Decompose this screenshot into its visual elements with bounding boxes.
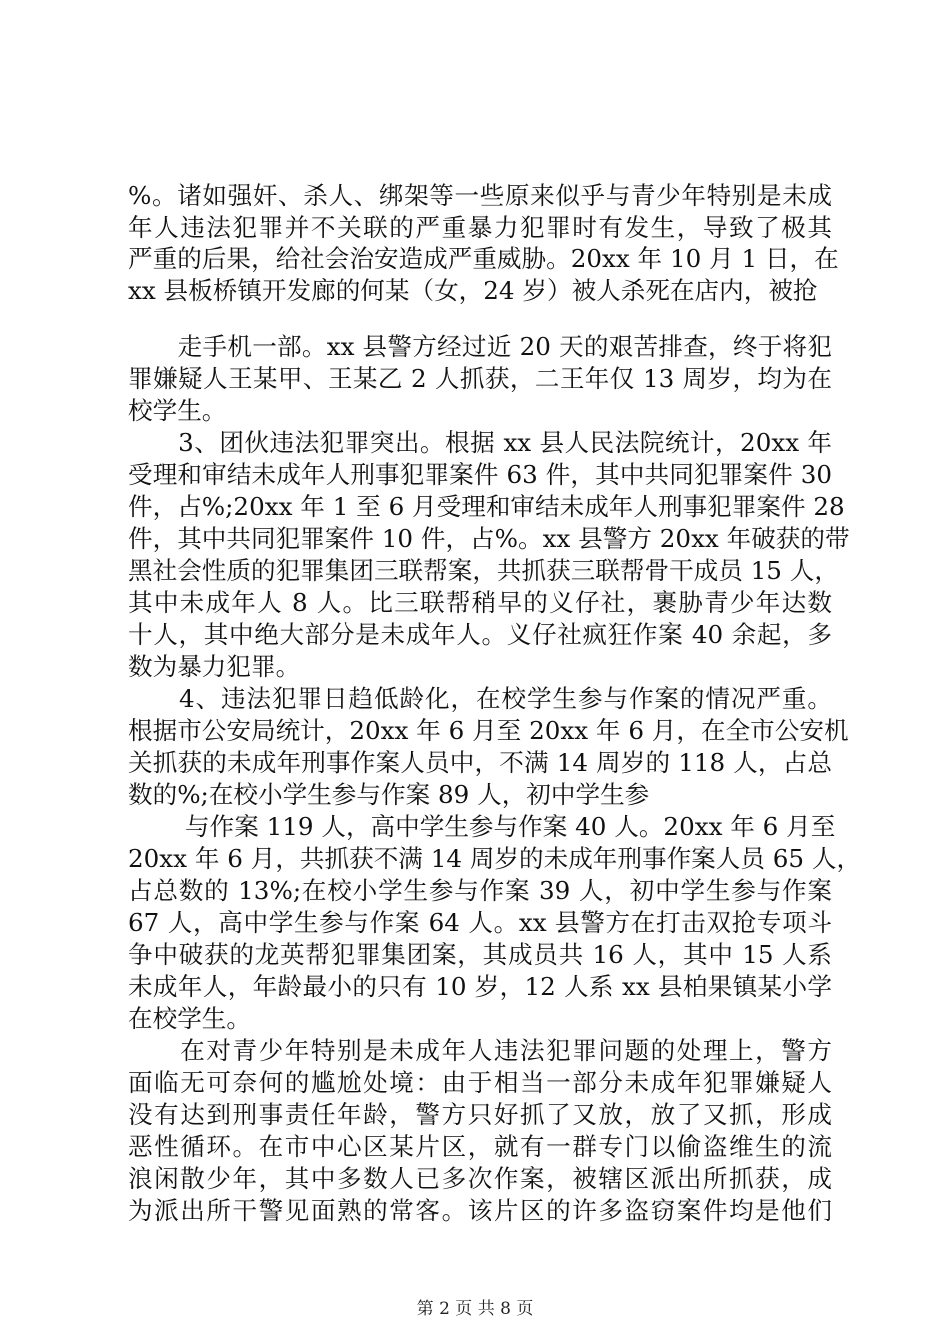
text-line: 与作案 119 人，高中学生参与作案 40 人。20xx 年 6 月至 — [128, 812, 836, 841]
text-line: 没有达到刑事责任年龄，警方只好抓了又放，放了又抓，形成 — [128, 1100, 832, 1129]
text-line: 未成年人，年龄最小的只有 10 岁，12 人系 xx 县柏果镇某小学 — [128, 972, 832, 1001]
text-line: 走手机一部。xx 县警方经过近 20 天的艰苦排查，终于将犯 — [128, 332, 832, 361]
text-line: 根据市公安局统计，20xx 年 6 月至 20xx 年 6 月，在全市公安机 — [128, 716, 849, 745]
text-line: 校学生。 — [128, 396, 227, 425]
text-line: 面临无可奈何的尴尬处境：由于相当一部分未成年犯罪嫌疑人 — [128, 1068, 832, 1097]
text-line: 罪嫌疑人王某甲、王某乙 2 人抓获，二王年仅 13 周岁，均为在 — [128, 364, 832, 393]
text-line: 受理和审结未成年人刑事犯罪案件 63 件，其中共同犯罪案件 30 — [128, 460, 832, 489]
text-line: 年人违法犯罪并不关联的严重暴力犯罪时有发生，导致了极其 — [128, 213, 832, 242]
text-line: 其中未成年人 8 人。比三联帮稍早的义仔社，裹胁青少年达数 — [128, 588, 832, 617]
text-line: 数为暴力犯罪。 — [128, 652, 301, 681]
text-line: 20xx 年 6 月，共抓获不满 14 周岁的未成年刑事作案人员 65 人， — [128, 844, 862, 873]
text-line: 浪闲散少年，其中多数人已多次作案，被辖区派出所抓获，成 — [128, 1164, 832, 1193]
text-line: 4、违法犯罪日趋低龄化，在校学生参与作案的情况严重。 — [128, 684, 832, 713]
text-line: 件，其中共同犯罪案件 10 件，占%。xx 县警方 20xx 年破获的带 — [128, 524, 850, 553]
text-line: 在对青少年特别是未成年人违法犯罪问题的处理上，警方 — [128, 1036, 832, 1065]
text-line: %。诸如强奸、杀人、绑架等一些原来似乎与青少年特别是未成 — [128, 181, 832, 210]
text-line: 黑社会性质的犯罪集团三联帮案，共抓获三联帮骨干成员 15 人， — [128, 556, 839, 585]
text-line: 占总数的 13%;在校小学生参与作案 39 人，初中学生参与作案 — [128, 876, 832, 905]
text-line: 十人，其中绝大部分是未成年人。义仔社疯狂作案 40 余起，多 — [128, 620, 832, 649]
text-line: 严重的后果，给社会治安造成严重威胁。20xx 年 10 月 1 日，在 — [128, 244, 839, 273]
page-footer: 第 2 页 共 8 页 — [416, 1299, 534, 1319]
text-line: 3、团伙违法犯罪突出。根据 xx 县人民法院统计，20xx 年 — [128, 428, 832, 457]
text-line: 67 人，高中学生参与作案 64 人。xx 县警方在打击双抢专项斗 — [128, 908, 832, 937]
text-line: 恶性循环。在市中心区某片区，就有一群专门以偷盗维生的流 — [128, 1132, 832, 1161]
text-line: xx 县板桥镇开发廊的何某（女，24 岁）被人杀死在店内，被抢 — [128, 276, 818, 305]
text-line: 争中破获的龙英帮犯罪集团案，其成员共 16 人，其中 15 人系 — [128, 940, 832, 969]
text-line: 数的%;在校小学生参与作案 89 人，初中学生参 — [128, 780, 650, 809]
text-line: 为派出所干警见面熟的常客。该片区的许多盗窃案件均是他们 — [128, 1196, 832, 1225]
text-line: 在校学生。 — [128, 1004, 251, 1033]
text-line: 关抓获的未成年刑事作案人员中，不满 14 周岁的 118 人，占总 — [128, 748, 832, 777]
text-line: 件，占%;20xx 年 1 至 6 月受理和审结未成年人刑事犯罪案件 28 — [128, 492, 845, 521]
